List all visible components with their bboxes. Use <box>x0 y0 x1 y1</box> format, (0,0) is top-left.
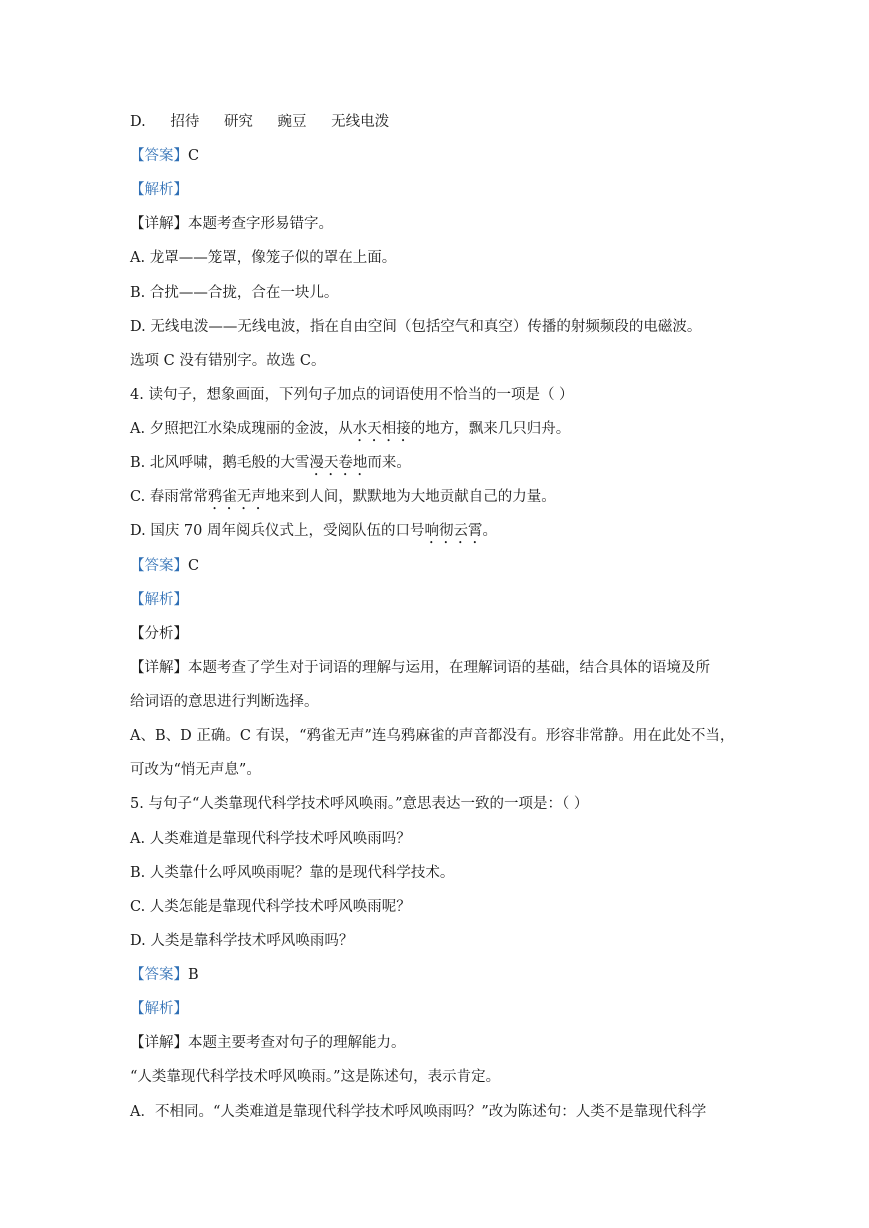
question-4-option-d <box>130 521 750 547</box>
question-4-explanation-cont: 可改为“悄无声息”。 <box>130 762 261 778</box>
detail-text: 本题考查了学生对于词语的理解与运用，在理解词语的基础，结合具体的语境及所 <box>188 660 710 676</box>
answer-value: C <box>188 558 200 574</box>
answer-line <box>130 556 750 576</box>
word-3: 豌豆 <box>277 114 307 130</box>
explain-d: D. 无线电泼——无线电波，指在自由空间（包括空气和真空）传播的射频频段的电磁波。 <box>130 319 702 335</box>
detail-continued: 给词语的意思进行判断选择。 <box>130 694 319 710</box>
answer-line <box>130 965 750 985</box>
explain-b: B. 合扰——合拢，合在一块儿。 <box>130 285 339 301</box>
detail-text: 本题主要考查对句子的理解能力。 <box>188 1035 406 1051</box>
detail-line <box>130 658 750 678</box>
analysis-heading: 【分析】 <box>130 626 188 642</box>
option-d-line <box>130 112 750 132</box>
option-text: A. 夕照把江水染成瑰丽的金波，从 <box>130 421 353 437</box>
question-5-option-b: B. 人类靠什么呼风唤雨呢？靠的是现代科学技术。 <box>130 865 455 881</box>
question-5-option-d: D. 人类是靠科学技术呼风唤雨吗？ <box>130 933 354 949</box>
answer-line <box>130 146 750 166</box>
question-4-option-b <box>130 453 750 479</box>
question-5-option-a: A. 人类难道是靠现代科学技术呼风唤雨吗？ <box>130 831 411 847</box>
dotted-word: 鸦雀无声 <box>207 489 266 505</box>
question-5-explanation-cont: A．不相同。“人类难道是靠现代科学技术呼风唤雨吗？”改为陈述句：人类不是靠现代科学 <box>130 1104 707 1120</box>
question-4-explanation: A、B、D 正确。C 有误，“鸦雀无声”连乌鸦麻雀的声音都没有。形容非常静。用在此处不当， <box>130 728 735 744</box>
question-5-explanation: “人类靠现代科学技术呼风唤雨。”这是陈述句，表示肯定。 <box>130 1069 501 1085</box>
word-1: 招待 <box>170 114 200 130</box>
dotted-word: 响彻云霄 <box>424 523 483 539</box>
analysis-tag: 【解析】 <box>130 1001 188 1017</box>
word-4: 无线电泼 <box>331 114 390 130</box>
dotted-word: 水天相接 <box>352 421 411 437</box>
answer-tag: 【答案】 <box>130 148 188 164</box>
detail-line <box>130 214 750 234</box>
analysis-tag: 【解析】 <box>130 182 188 198</box>
conclusion: 选项 C 没有错别字。故选 C。 <box>130 353 326 369</box>
detail-line <box>130 1033 750 1053</box>
question-4-option-c <box>130 487 750 513</box>
question-4-option-a <box>130 419 750 445</box>
option-label: D. <box>130 114 146 130</box>
option-text: D. 国庆 70 周年阅兵仪式上，受阅队伍的口号 <box>130 523 425 539</box>
question-4: 4. 读句子，想象画面，下列句子加点的词语使用不恰当的一项是（ ） <box>130 387 574 403</box>
answer-value: C <box>188 148 200 164</box>
option-text: 。 <box>482 523 497 539</box>
option-text: 的地方，飘来几只归舟。 <box>410 421 571 437</box>
answer-tag: 【答案】 <box>130 558 188 574</box>
question-5: 5. 与句子“人类靠现代科学技术呼风唤雨。”意思表达一致的一项是：（ ） <box>130 796 589 812</box>
detail-tag: 【详解】 <box>130 216 188 232</box>
analysis-tag: 【解析】 <box>130 592 188 608</box>
detail-tag: 【详解】 <box>130 660 188 676</box>
question-5-option-c: C. 人类怎能是靠现代科学技术呼风唤雨呢？ <box>130 899 411 915</box>
dotted-word: 漫天卷地 <box>309 455 368 471</box>
detail-tag: 【详解】 <box>130 1035 188 1051</box>
explain-a: A. 龙罩——笼罩，像笼子似的罩在上面。 <box>130 250 397 266</box>
answer-value: B <box>188 967 199 983</box>
option-text: B. 北风呼啸，鹅毛般的大雪 <box>130 455 310 471</box>
option-text: C. 春雨常常 <box>130 489 208 505</box>
detail-text: 本题考查字形易错字。 <box>188 216 333 232</box>
option-text: 地来到人间，默默地为大地贡献自己的力量。 <box>265 489 556 505</box>
answer-tag: 【答案】 <box>130 967 188 983</box>
word-2: 研究 <box>223 114 253 130</box>
option-text: 而来。 <box>367 455 411 471</box>
